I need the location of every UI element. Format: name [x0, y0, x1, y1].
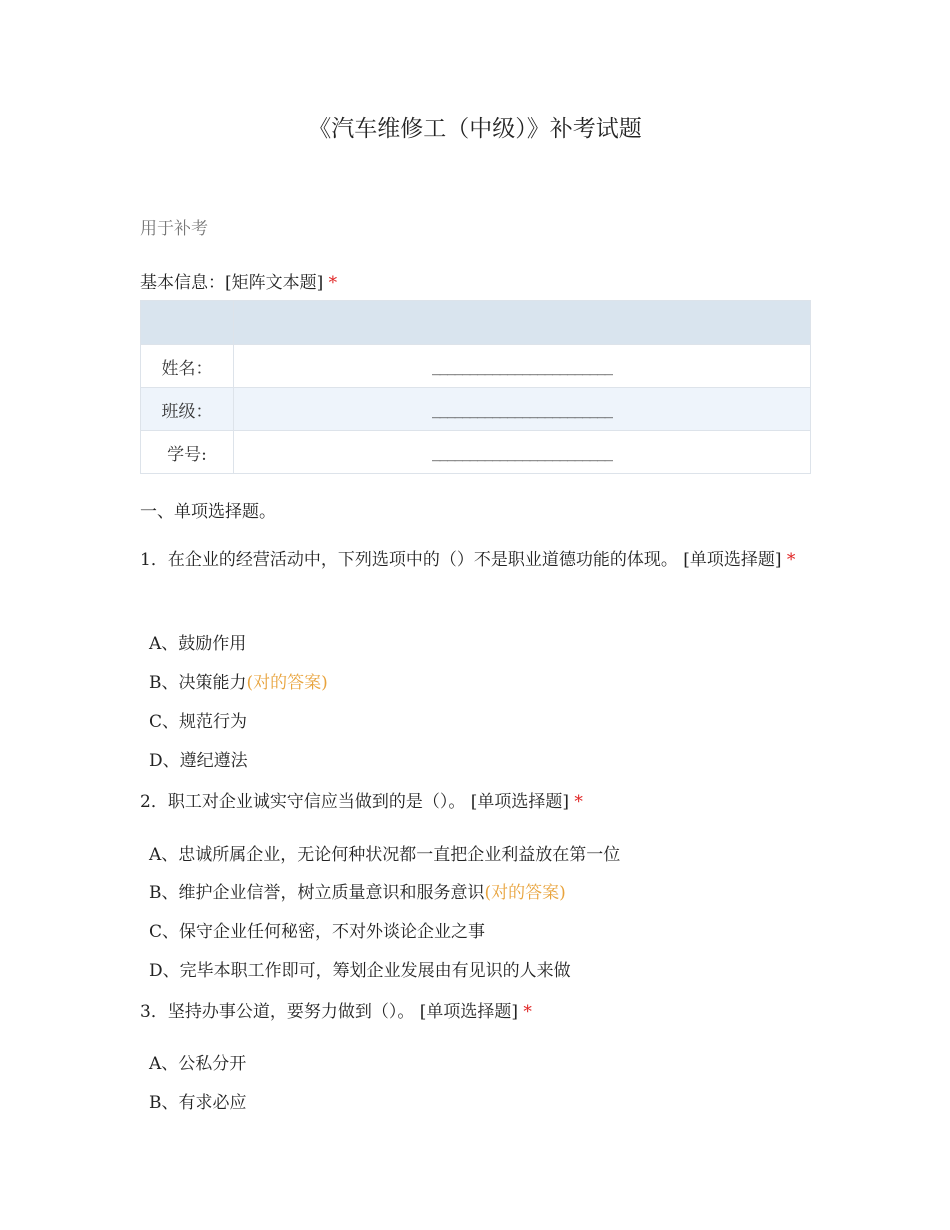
basic-info-label-text: 基本信息：[矩阵文本题] [140, 273, 324, 293]
required-marker: * [523, 1002, 532, 1022]
question-1-option-c[interactable] [149, 707, 247, 732]
option-text: A、公私分开 [149, 1054, 247, 1074]
name-input[interactable]: ________________________ [234, 345, 811, 388]
question-3-option-b[interactable] [149, 1088, 247, 1113]
required-marker: * [328, 273, 338, 293]
question-2-text: 2．职工对企业诚实守信应当做到的是（）。 [单项选择题] [140, 792, 569, 812]
question-3-text: 3．坚持办事公道，要努力做到（）。 [单项选择题] [140, 1002, 518, 1022]
question-2-option-c[interactable] [149, 917, 485, 942]
student-id-label: 学号: [141, 431, 234, 474]
table-header-cell [141, 301, 234, 345]
required-marker: * [574, 792, 583, 812]
question-2-option-b[interactable] [149, 878, 566, 903]
required-marker: * [786, 550, 796, 570]
question-1-option-a[interactable] [149, 629, 246, 654]
basic-info-label [140, 268, 337, 293]
table-header-cell [234, 301, 811, 345]
correct-answer-tag: (对的答案) [246, 673, 328, 693]
question-3-option-a[interactable] [149, 1049, 246, 1074]
option-text: A、鼓励作用 [149, 634, 247, 654]
question-3 [140, 996, 800, 1029]
option-text: C、保守企业任何秘密，不对外谈论企业之事 [149, 922, 486, 942]
class-input[interactable]: ________________________ [234, 388, 811, 431]
section-heading: 一、单项选择题。 [140, 502, 276, 522]
option-text: B、决策能力 [149, 673, 247, 693]
option-text: B、维护企业信誉，树立质量意识和服务意识 [149, 883, 485, 903]
page-subtitle: 用于补考 [140, 219, 208, 239]
option-text: D、遵纪遵法 [149, 751, 248, 771]
table-header-row [141, 301, 811, 345]
table-row [141, 388, 811, 431]
table-row [141, 345, 811, 388]
option-text: B、有求必应 [149, 1093, 247, 1113]
question-2-option-a[interactable] [149, 840, 620, 865]
student-id-input[interactable]: ________________________ [234, 431, 811, 474]
correct-answer-tag: (对的答案) [484, 883, 566, 903]
option-text: A、忠诚所属企业，无论何种状况都一直把企业利益放在第一位 [149, 845, 621, 865]
class-label: 班级： [141, 388, 234, 431]
option-text: D、完毕本职工作即可，筹划企业发展由有见识的人来做 [149, 961, 571, 981]
question-2 [140, 786, 800, 819]
question-1-text: 1．在企业的经营活动中，下列选项中的（）不是职业道德功能的体现。 [单项选择题] [140, 550, 782, 570]
name-label: 姓名： [141, 345, 234, 388]
question-2-option-d[interactable] [149, 956, 571, 981]
basic-info-table [140, 300, 811, 474]
question-1-option-d[interactable] [149, 746, 248, 771]
question-1 [140, 544, 800, 577]
question-1-option-b[interactable] [149, 668, 328, 693]
option-text: C、规范行为 [149, 712, 248, 732]
page-title: 《汽车维修工（中级）》补考试题 [308, 116, 642, 142]
table-row [141, 431, 811, 474]
